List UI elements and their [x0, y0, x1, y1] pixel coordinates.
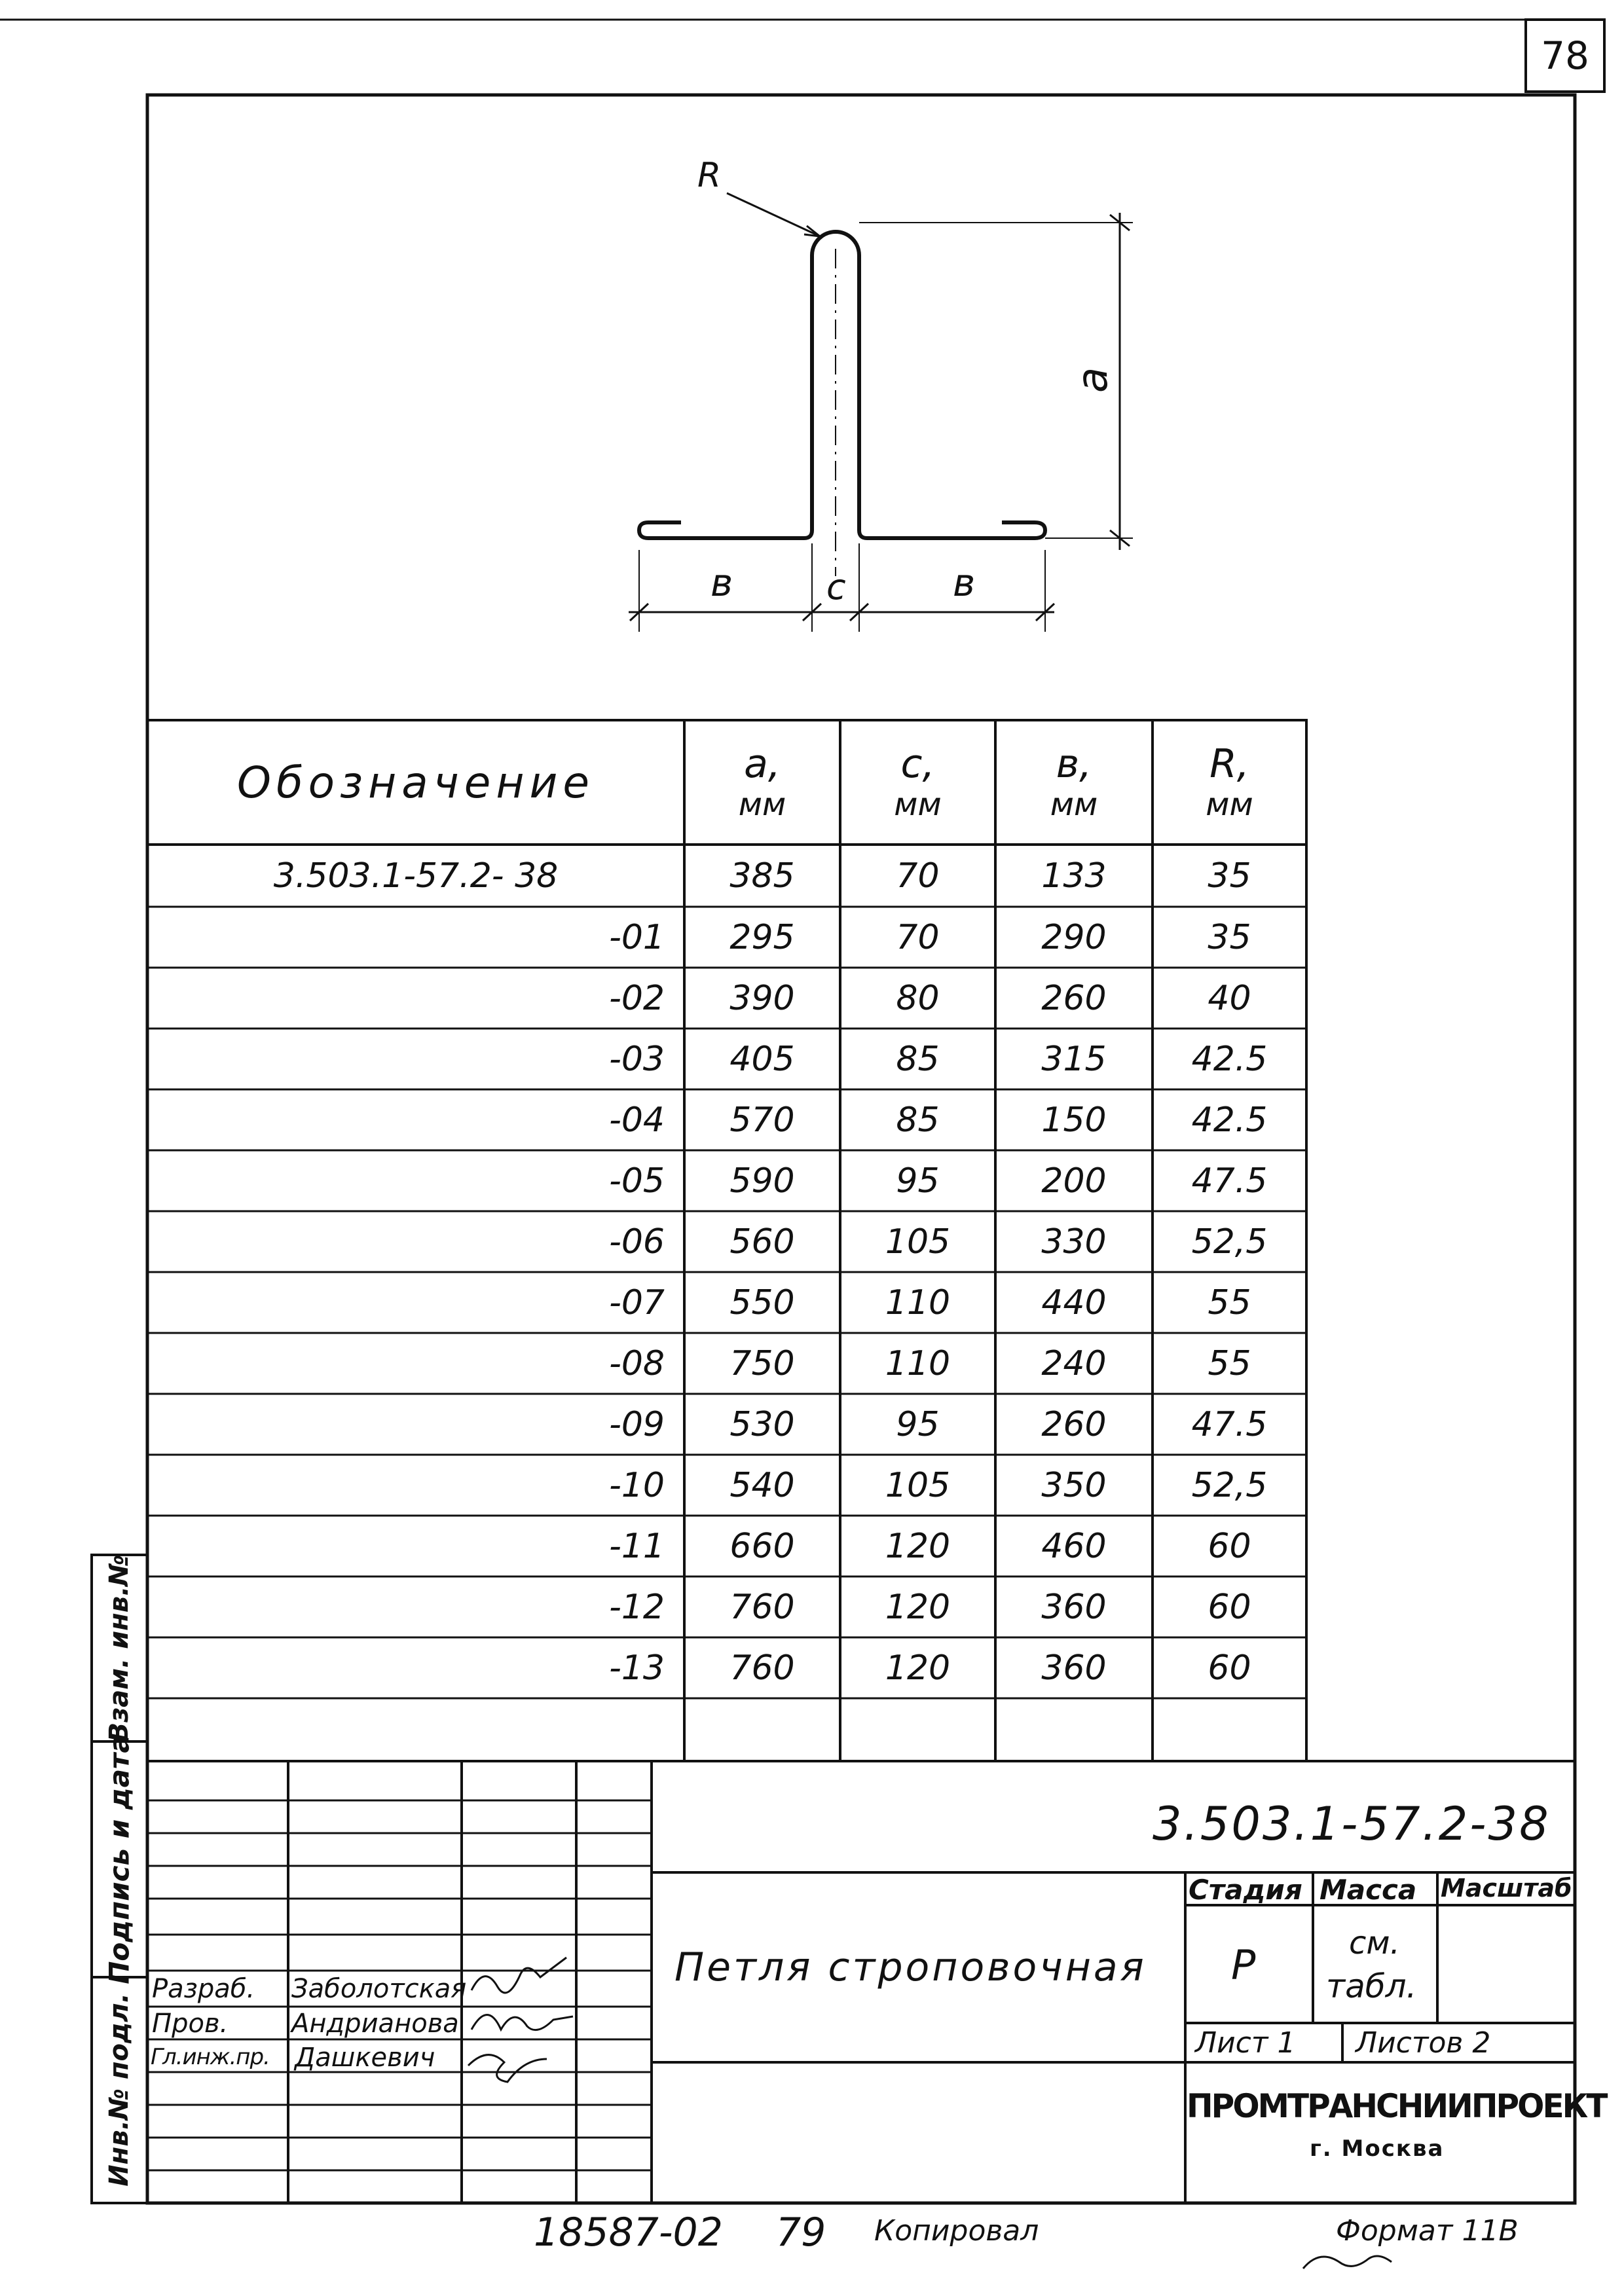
row-a: 530 [729, 1404, 795, 1444]
stage-label: Стадия [1189, 1874, 1302, 1906]
header-r [1153, 720, 1306, 845]
name-checker: Андрианова [291, 2009, 459, 2039]
label-b-right: в [953, 560, 976, 605]
row-designation: -10 [609, 1465, 665, 1505]
inventory-number: 18587-02 [534, 2210, 723, 2255]
header-a-unit: мм [738, 786, 786, 823]
row-designation: -03 [609, 1039, 665, 1079]
role-chief-engineer: Гл.инж.пр. [151, 2044, 270, 2070]
row-r: 42.5 [1191, 1100, 1268, 1140]
loop-part-drawing [629, 193, 1133, 632]
row-r: 55 [1208, 1343, 1251, 1383]
row-designation: -08 [609, 1343, 665, 1383]
row-r: 40 [1208, 978, 1251, 1018]
row-designation: -11 [609, 1526, 665, 1566]
row-r: 42.5 [1191, 1039, 1268, 1079]
row-b: 133 [1041, 856, 1107, 896]
row-r: 52,5 [1191, 1465, 1268, 1505]
row-b: 360 [1041, 1648, 1107, 1688]
format-label: Формат 11В [1336, 2214, 1519, 2248]
copied-label: Копировал [874, 2214, 1039, 2248]
row-b: 330 [1041, 1222, 1107, 1262]
row-a: 660 [729, 1526, 795, 1566]
header-b-symbol: в, [1056, 740, 1092, 787]
side-stamp-podpis: Подпись и дата [103, 1734, 136, 1984]
row-designation: -06 [609, 1222, 665, 1262]
row-b: 150 [1041, 1100, 1107, 1140]
row-c: 70 [896, 856, 940, 896]
row-designation: -09 [609, 1404, 665, 1444]
name-chief-engineer: Дашкевич [295, 2043, 435, 2073]
row-c: 110 [885, 1343, 951, 1383]
row-b: 360 [1041, 1587, 1107, 1627]
row-a: 295 [729, 917, 795, 957]
mass-label: Масса [1320, 1874, 1417, 1906]
row-designation: -05 [609, 1161, 665, 1201]
row-r: 47.5 [1191, 1404, 1268, 1444]
row-a: 390 [729, 978, 795, 1018]
role-checker: Пров. [152, 2009, 229, 2039]
row-designation: -13 [609, 1648, 665, 1688]
header-designation: Обозначение [237, 757, 595, 808]
mass-value-2: табл. [1326, 1967, 1417, 2005]
city: г. Москва [1310, 2136, 1445, 2162]
label-b-left: в [710, 560, 733, 605]
row-b: 460 [1041, 1526, 1107, 1566]
label-a: a [1069, 367, 1117, 393]
row-r: 60 [1208, 1587, 1251, 1627]
row-a: 540 [729, 1465, 795, 1505]
row-r: 47.5 [1191, 1161, 1268, 1201]
header-a-symbol: а, [744, 740, 781, 787]
row-c: 105 [885, 1465, 951, 1505]
scale-label: Масштаб [1441, 1874, 1572, 1903]
mass-value-1: см. [1349, 1925, 1400, 1961]
row-b: 440 [1041, 1283, 1107, 1322]
row-c: 120 [885, 1526, 951, 1566]
page-num: 79 [776, 2210, 826, 2255]
header-c-unit: мм [894, 786, 942, 823]
row-b: 290 [1041, 917, 1107, 957]
row-designation: 3.503.1-57.2- 38 [273, 856, 559, 896]
row-a: 750 [729, 1343, 795, 1383]
row-designation: -07 [609, 1283, 665, 1322]
sheets-label: Листов 2 [1356, 2026, 1491, 2060]
row-designation: -02 [609, 978, 665, 1018]
doc-code: 3.503.1-57.2-38 [1153, 1797, 1551, 1851]
row-c: 85 [896, 1039, 940, 1079]
row-c: 105 [885, 1222, 951, 1262]
row-r: 35 [1208, 856, 1251, 896]
row-a: 560 [729, 1222, 795, 1262]
row-c: 120 [885, 1648, 951, 1688]
row-r: 35 [1208, 917, 1251, 957]
label-r: R [697, 156, 722, 195]
row-designation: -12 [609, 1587, 665, 1627]
header-b-unit: мм [1050, 786, 1098, 823]
row-a: 760 [729, 1648, 795, 1688]
row-r: 60 [1208, 1648, 1251, 1688]
row-c: 120 [885, 1587, 951, 1627]
header-c-symbol: с, [900, 740, 935, 787]
row-c: 85 [896, 1100, 940, 1140]
row-c: 95 [896, 1404, 940, 1444]
sheet-label: Лист 1 [1195, 2026, 1296, 2060]
row-b: 350 [1041, 1465, 1107, 1505]
header-r-symbol: R, [1209, 740, 1249, 787]
row-a: 405 [729, 1039, 795, 1079]
title: Петля строповочная [674, 1944, 1147, 1990]
row-c: 110 [885, 1283, 951, 1322]
sheet-number: 78 [1541, 33, 1589, 78]
row-r: 60 [1208, 1526, 1251, 1566]
organization: ПРОМТРАНСНИИПРОЕКТ [1187, 2087, 1606, 2125]
header-c [840, 720, 995, 845]
row-r: 55 [1208, 1283, 1251, 1322]
header-a [684, 720, 840, 845]
row-a: 550 [729, 1283, 795, 1322]
row-a: 570 [729, 1100, 795, 1140]
row-a: 385 [729, 856, 795, 896]
row-b: 260 [1041, 978, 1107, 1018]
row-designation: -01 [609, 917, 665, 957]
row-a: 760 [729, 1587, 795, 1627]
side-stamp-vzam: Взам. инв.№ [104, 1554, 134, 1743]
row-b: 315 [1041, 1039, 1107, 1079]
row-designation: -04 [609, 1100, 665, 1140]
side-stamp-inv-podl: Инв.№ подл. [104, 1993, 134, 2187]
row-b: 260 [1041, 1404, 1107, 1444]
stage-value: Р [1231, 1941, 1256, 1989]
row-r: 52,5 [1191, 1222, 1268, 1262]
role-developer: Разраб. [152, 1974, 255, 2004]
header-r-unit: мм [1206, 786, 1253, 823]
row-c: 70 [896, 917, 940, 957]
row-c: 80 [896, 978, 940, 1018]
row-c: 95 [896, 1161, 940, 1201]
row-b: 200 [1041, 1161, 1107, 1201]
row-a: 590 [729, 1161, 795, 1201]
name-developer: Заболотская [291, 1974, 467, 2004]
label-c: с [826, 566, 846, 608]
row-b: 240 [1041, 1343, 1107, 1383]
header-b [995, 720, 1153, 845]
